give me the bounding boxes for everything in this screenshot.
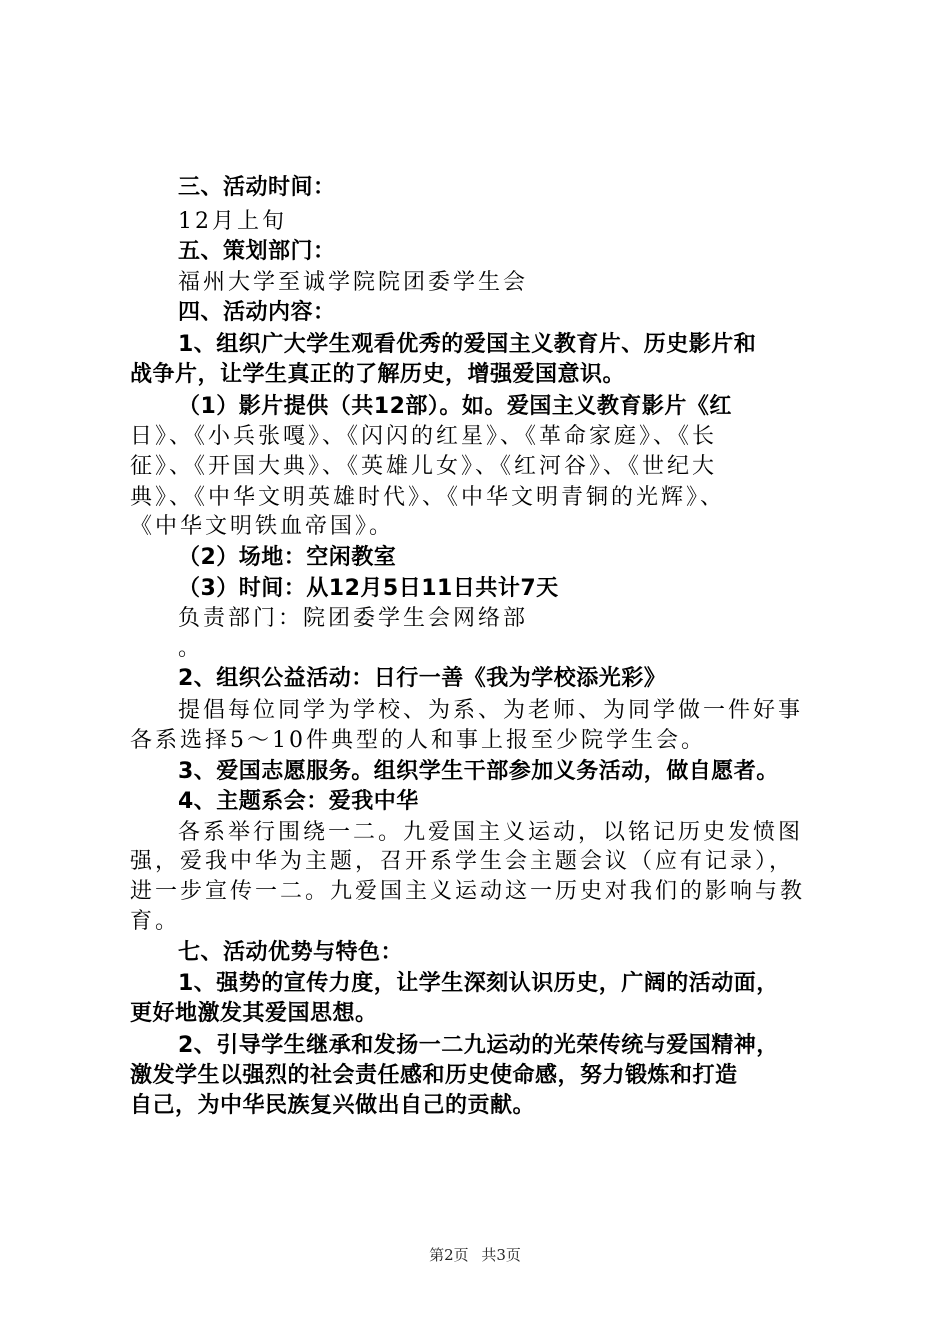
- section-heading-features: 七、活动优势与特色：: [178, 940, 404, 965]
- text-line: 典》、《中华文明英雄时代》、《中华文明青铜的光辉》、: [130, 485, 726, 510]
- text-line: 12月上旬: [178, 209, 287, 234]
- text-line: 强，爱我中华为主题，召开系学生会主题会议（应有记录），: [130, 849, 795, 874]
- text-line: 4、主题系会：爱我中华: [178, 789, 419, 814]
- text-line: （3）时间：从12月5日11日共计7天: [178, 576, 559, 601]
- page-footer: [0, 1244, 950, 1265]
- section-heading-department: 五、策划部门：: [178, 239, 336, 264]
- section-heading-content: 四、活动内容：: [178, 300, 336, 325]
- text-line: （1）影片提供（共12部）。如。爱国主义教育影片《红: [178, 394, 732, 419]
- text-line: 自己，为中华民族复兴做出自己的贡献。: [130, 1093, 536, 1118]
- text-line: 1、组织广大学生观看优秀的爱国主义教育片、历史影片和: [178, 332, 757, 357]
- text-line: 负责部门：院团委学生会网络部: [178, 606, 529, 631]
- text-line: 征》、《开国大典》、《英雄儿女》、《红河谷》、《世纪大: [130, 454, 718, 479]
- text-line: 1、强势的宣传力度，让学生深刻认识历史，广阔的活动面，: [178, 971, 779, 996]
- text-line: 。: [178, 636, 204, 661]
- text-line: 2、组织公益活动：日行一善《我为学校添光彩》: [178, 666, 667, 691]
- text-line: 战争片，让学生真正的了解历史，增强爱国意识。: [130, 362, 626, 387]
- section-heading-time: 三、活动时间：: [178, 175, 336, 200]
- text-line: （2）场地：空闲教室: [178, 545, 397, 570]
- text-line: 激发学生以强烈的社会责任感和历史使命感，努力锻炼和打造: [130, 1063, 738, 1088]
- text-line: 更好地激发其爱国思想。: [130, 1001, 378, 1026]
- text-line: 福州大学至诚学院院团委学生会: [178, 270, 529, 295]
- text-line: 育。: [130, 909, 181, 934]
- text-line: 日》、《小兵张嘎》、《闪闪的红星》、《革命家庭》、《长: [130, 424, 718, 449]
- page-number: 第2页: [429, 1246, 469, 1264]
- text-line: 各系举行围绕一二。九爱国主义运动，以铭记历史发愤图: [178, 820, 804, 845]
- text-line: 各系选择5～10件典型的人和事上报至少院学生会。: [130, 728, 706, 753]
- text-line: 3、爱国志愿服务。组织学生干部参加义务活动，做自愿者。: [178, 759, 779, 784]
- page-total: 共3页: [481, 1246, 521, 1264]
- text-line: 提倡每位同学为学校、为系、为老师、为同学做一件好事: [178, 698, 804, 723]
- text-line: 《中华文明铁血帝国》。: [130, 514, 395, 539]
- text-line: 进一步宣传一二。九爱国主义运动这一历史对我们的影响与教: [130, 879, 806, 904]
- text-line: 2、引导学生继承和发扬一二九运动的光荣传统与爱国精神，: [178, 1033, 779, 1058]
